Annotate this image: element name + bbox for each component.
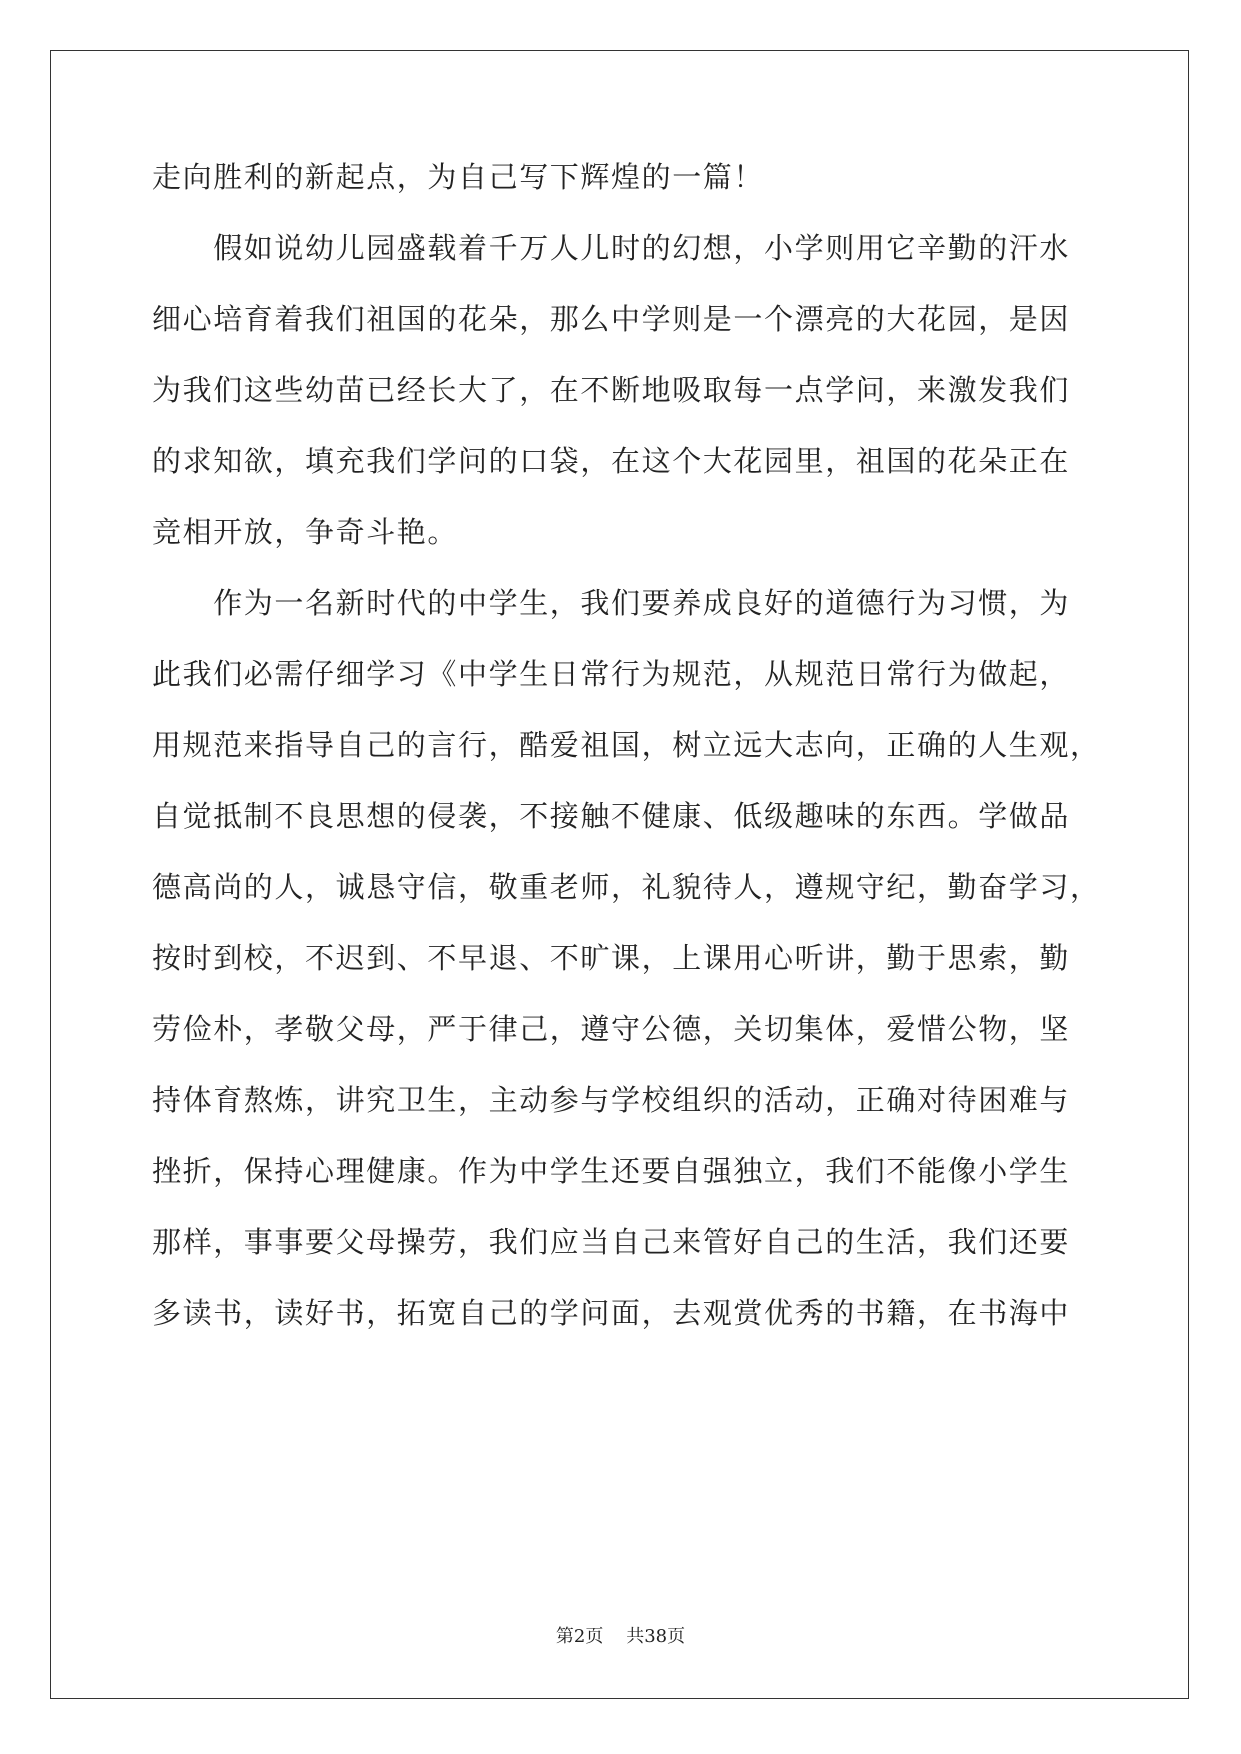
text-line: 假如说幼儿园盛载着千万人儿时的幻想，小学则用它辛勤的汗水 [152,231,1071,265]
text-line: 此我们必需仔细学习《中学生日常行为规范，从规范日常行为做起， [152,657,1071,691]
text-line: 走向胜利的新起点，为自己写下辉煌的一篇！ [152,160,765,194]
text-line: 那样，事事要父母操劳，我们应当自己来管好自己的生活，我们还要 [152,1225,1071,1259]
page-number: 第2页 [555,1626,604,1647]
text-line: 劳俭朴，孝敬父母，严于律己，遵守公德，关切集体，爱惜公物，坚 [152,1012,1071,1046]
text-line: 挫折，保持心理健康。作为中学生还要自强独立，我们不能像小学生 [152,1154,1071,1188]
text-line: 持体育熬炼，讲究卫生，主动参与学校组织的活动，正确对待困难与 [152,1083,1071,1117]
text-line: 作为一名新时代的中学生，我们要养成良好的道德行为习惯，为 [152,586,1071,620]
text-line: 多读书，读好书，拓宽自己的学问面，去观赏优秀的书籍，在书海中 [152,1296,1071,1330]
page-total: 共38页 [626,1626,686,1647]
text-line: 竞相开放，争奇斗艳。 [152,515,459,549]
text-line: 的求知欲，填充我们学问的口袋，在这个大花园里，祖国的花朵正在 [152,444,1071,478]
text-line: 为我们这些幼苗已经长大了，在不断地吸取每一点学问，来激发我们 [152,373,1071,407]
text-line: 德高尚的人，诚恳守信，敬重老师，礼貌待人，遵规守纪，勤奋学习， [152,870,1101,904]
text-line: 按时到校，不迟到、不早退、不旷课，上课用心听讲，勤于思索，勤 [152,941,1071,975]
text-line: 细心培育着我们祖国的花朵，那么中学则是一个漂亮的大花园，是因 [152,302,1071,336]
page-footer [0,1625,1241,1649]
text-line: 用规范来指导自己的言行，酷爱祖国，树立远大志向，正确的人生观， [152,728,1101,762]
text-line: 自觉抵制不良思想的侵袭，不接触不健康、低级趣味的东西。学做品 [152,799,1071,833]
